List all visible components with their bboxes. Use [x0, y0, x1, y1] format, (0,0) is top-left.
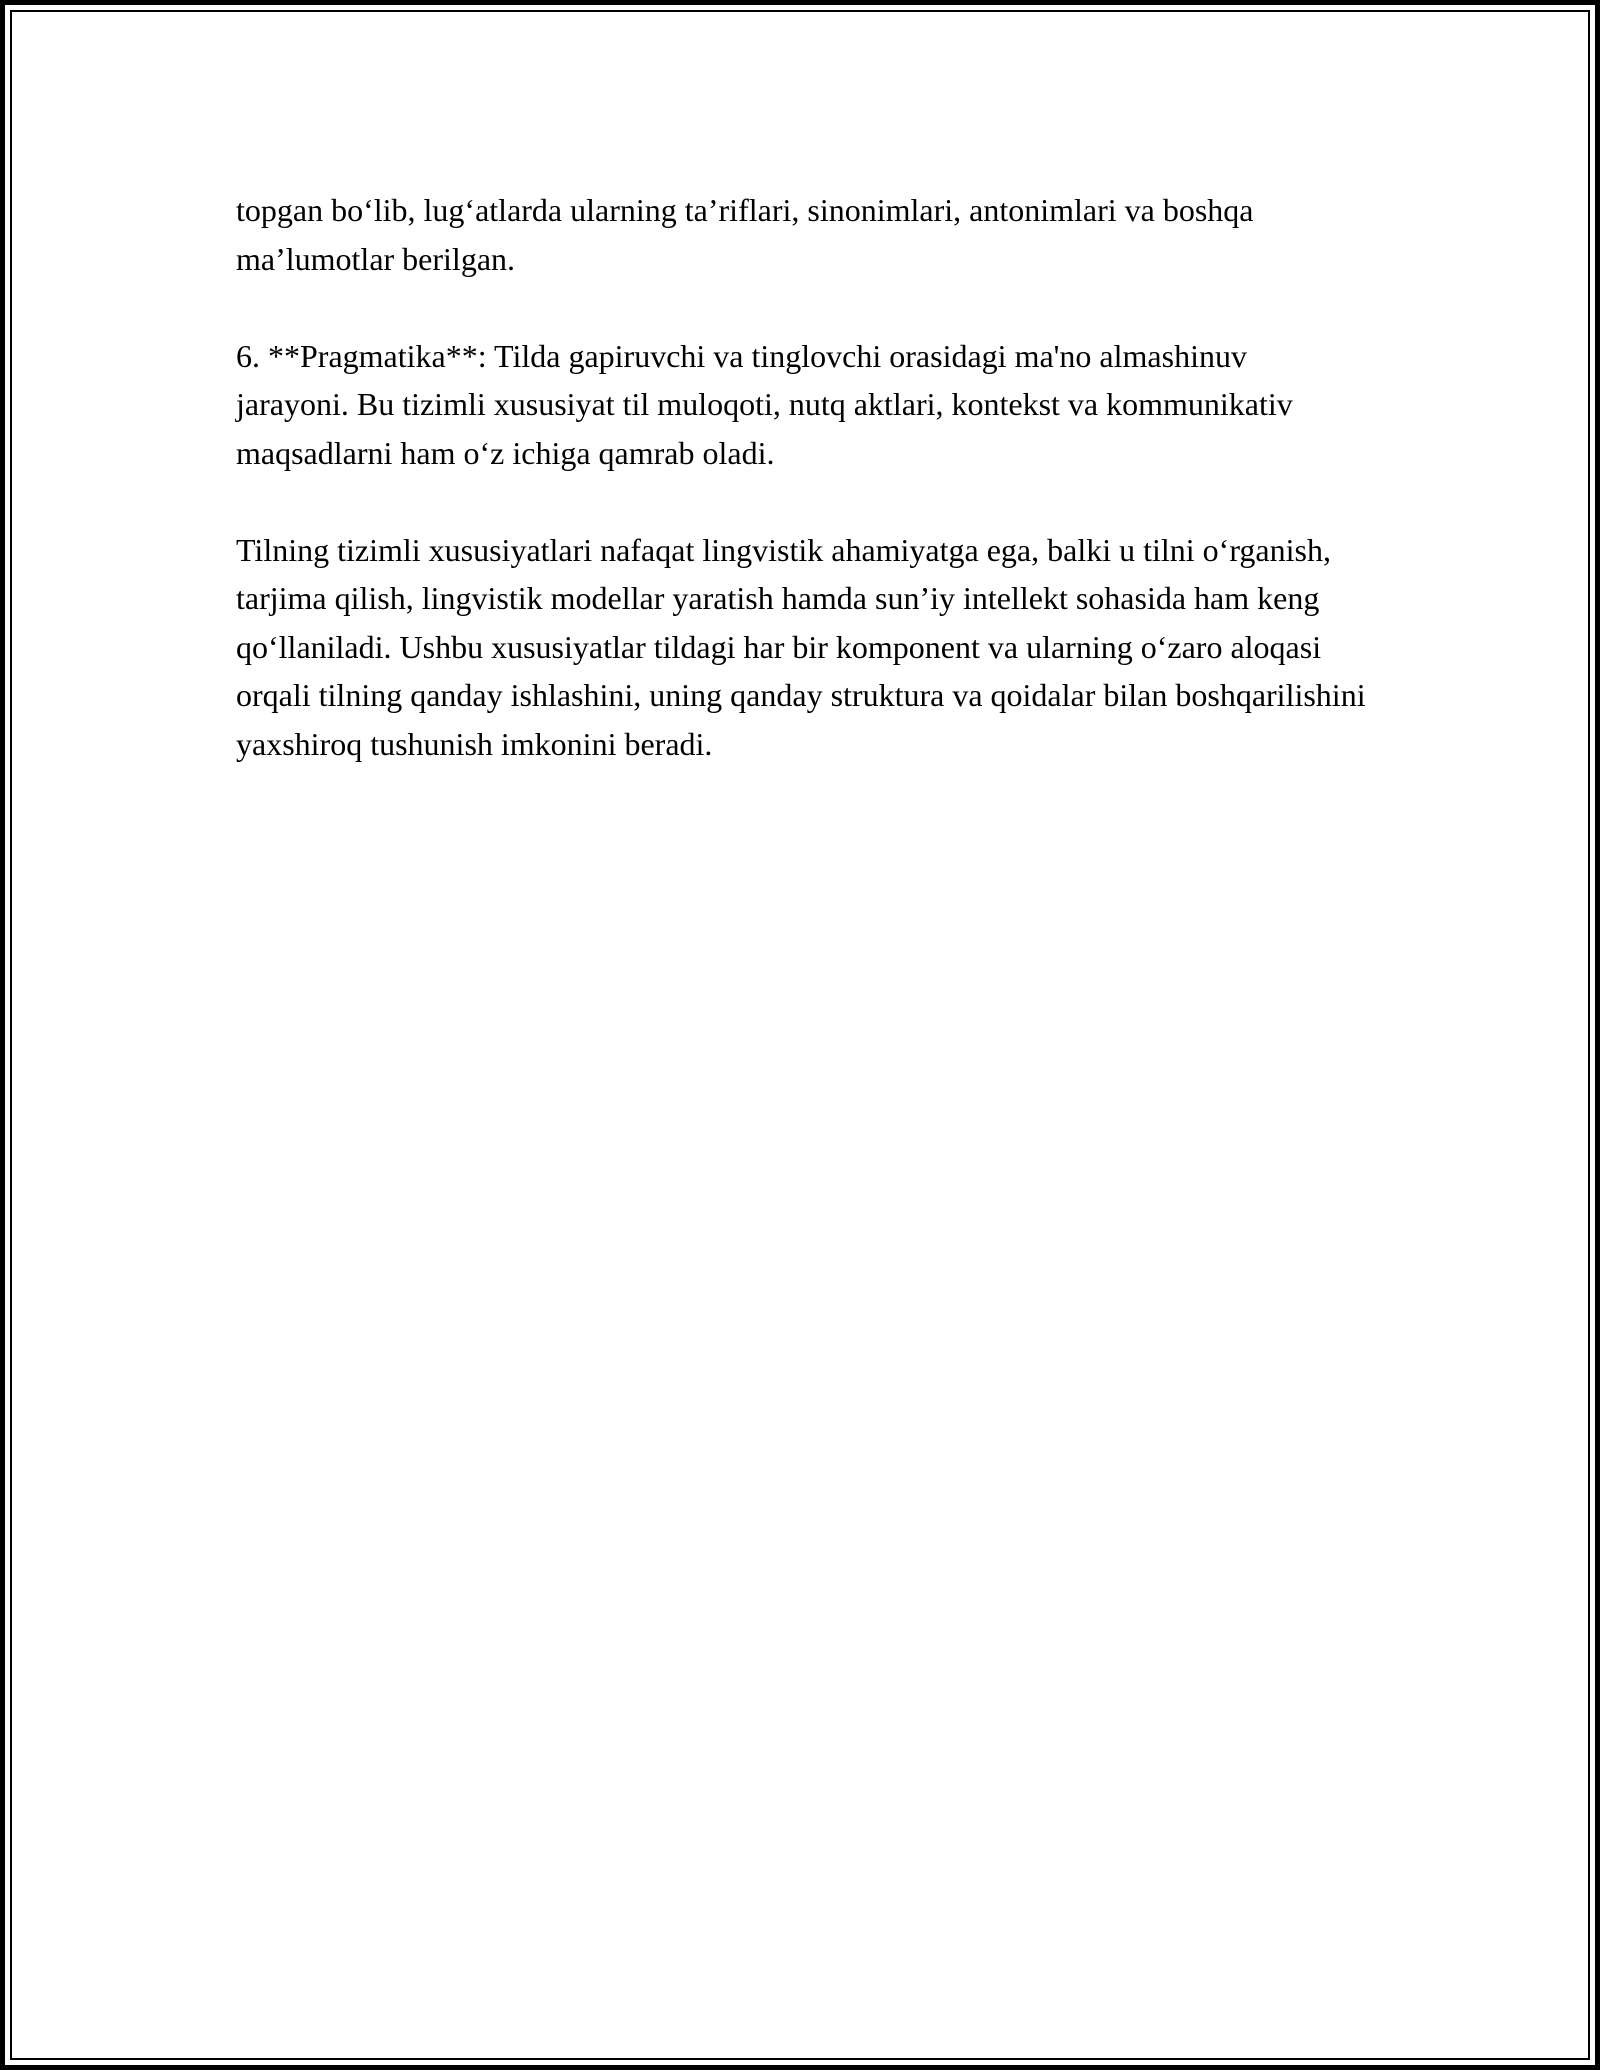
- paragraph-continuation: topgan bo‘lib, lug‘atlarda ularning ta’riflari, sinonimlari, antonimlari va boshqa ma’lumotlar berilgan.: [236, 192, 1254, 277]
- paragraph-spacer: [236, 477, 1366, 526]
- paragraph-conclusion: Tilning tizimli xususiyatlari nafaqat lingvistik ahamiyatga ega, balki u tilni o‘rganish, tarjima qilish, lingvistik modellar yaratish hamda sun’iy intellekt sohasida ham keng qo‘llaniladi. Ushbu xususiyatlar tildagi har bir komponent va ularning o‘zaro aloqasi orqali tilning qanday ishlashini, uning qanday struktura va qoidalar bilan boshqarilishini yaxshiroq tushunish imkonini beradi.: [236, 531, 1366, 762]
- paragraph-spacer: [236, 283, 1366, 332]
- paragraph-pragmatika: 6. **Pragmatika**: Tilda gapiruvchi va tinglovchi orasidagi ma'no almashinuv jarayoni. Bu tizimli xususiyat til muloqoti, nutq aktlari, kontekst va kommunikativ maqsadlarni ham o‘z ichiga qamrab oladi.: [236, 337, 1293, 471]
- document-body: [236, 186, 1366, 768]
